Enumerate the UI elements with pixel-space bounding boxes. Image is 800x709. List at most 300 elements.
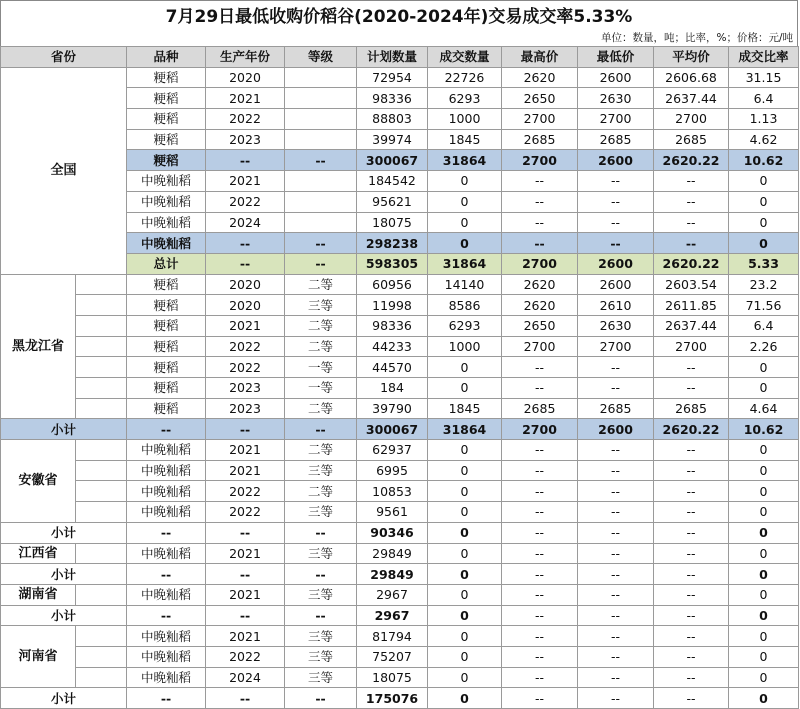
- table-cell: 二等: [285, 398, 357, 419]
- table-cell: --: [654, 688, 729, 709]
- table-cell: 2700: [502, 109, 578, 130]
- table-cell: 一等: [285, 378, 357, 399]
- data-table: [0, 46, 799, 709]
- table-cell: 0: [428, 378, 502, 399]
- table-cell: 0: [428, 171, 502, 192]
- table-cell: 0: [729, 584, 799, 605]
- table-cell: 0: [729, 233, 799, 254]
- spacer-cell: [76, 274, 127, 295]
- table-cell: 598305: [357, 253, 428, 274]
- table-cell: 10.62: [729, 419, 799, 440]
- table-cell: --: [578, 502, 654, 523]
- table-cell: [285, 212, 357, 233]
- table-row: [1, 646, 799, 667]
- table-cell: 2620.22: [654, 253, 729, 274]
- table-cell: 71.56: [729, 295, 799, 316]
- table-cell: 2021: [206, 315, 285, 336]
- table-cell: 中晚籼稻: [127, 440, 206, 461]
- table-cell: 4.64: [729, 398, 799, 419]
- header-cell: 平均价: [654, 47, 729, 68]
- table-cell: 300067: [357, 150, 428, 171]
- table-row: [1, 274, 799, 295]
- table-row: [1, 336, 799, 357]
- table-cell: 中晚籼稻: [127, 460, 206, 481]
- table-cell: 2700: [654, 336, 729, 357]
- table-row: [1, 502, 799, 523]
- table-cell: --: [502, 212, 578, 233]
- header-cell: 成交数量: [428, 47, 502, 68]
- table-cell: 2600: [578, 419, 654, 440]
- spacer-cell: [76, 378, 127, 399]
- table-cell: --: [578, 171, 654, 192]
- table-cell: 中晚籼稻: [127, 502, 206, 523]
- table-cell: 0: [729, 502, 799, 523]
- table-cell: --: [578, 440, 654, 461]
- header-cell: 省份: [1, 47, 127, 68]
- table-cell: 6995: [357, 460, 428, 481]
- table-cell: [285, 129, 357, 150]
- table-cell: 中晚籼稻: [127, 481, 206, 502]
- table-cell: 二等: [285, 274, 357, 295]
- table-cell: --: [206, 419, 285, 440]
- table-cell: --: [654, 357, 729, 378]
- subtotal-label: 小计: [1, 688, 127, 709]
- table-cell: 10853: [357, 481, 428, 502]
- header-cell: 最高价: [502, 47, 578, 68]
- table-cell: 2685: [654, 129, 729, 150]
- table-cell: 2022: [206, 109, 285, 130]
- table-cell: 2700: [502, 419, 578, 440]
- table-cell: 0: [428, 564, 502, 585]
- table-cell: --: [654, 502, 729, 523]
- table-row: [1, 667, 799, 688]
- spacer-cell: [76, 626, 127, 647]
- table-cell: 2024: [206, 667, 285, 688]
- table-cell: --: [502, 667, 578, 688]
- table-row: [1, 67, 799, 88]
- spacer-cell: [76, 667, 127, 688]
- province-cell: 江西省: [1, 543, 76, 564]
- subtotal-label: 小计: [1, 605, 127, 626]
- table-cell: 5.33: [729, 253, 799, 274]
- table-cell: --: [654, 605, 729, 626]
- table-cell: 1845: [428, 129, 502, 150]
- table-cell: 0: [428, 212, 502, 233]
- table-cell: --: [502, 564, 578, 585]
- table-cell: 298238: [357, 233, 428, 254]
- table-cell: --: [578, 233, 654, 254]
- table-cell: --: [502, 502, 578, 523]
- table-cell: 90346: [357, 522, 428, 543]
- table-cell: --: [502, 522, 578, 543]
- table-cell: 2022: [206, 646, 285, 667]
- table-cell: 98336: [357, 88, 428, 109]
- table-cell: 三等: [285, 584, 357, 605]
- table-cell: 88803: [357, 109, 428, 130]
- table-cell: 2023: [206, 129, 285, 150]
- table-cell: 三等: [285, 460, 357, 481]
- table-cell: 2023: [206, 378, 285, 399]
- table-cell: 三等: [285, 646, 357, 667]
- table-cell: 2603.54: [654, 274, 729, 295]
- table-cell: 98336: [357, 315, 428, 336]
- table-cell: --: [206, 150, 285, 171]
- table-cell: 2021: [206, 460, 285, 481]
- table-cell: 2967: [357, 605, 428, 626]
- table-cell: --: [578, 564, 654, 585]
- table-cell: 1000: [428, 336, 502, 357]
- table-cell: 0: [729, 543, 799, 564]
- table-cell: 0: [729, 440, 799, 461]
- table-cell: 31864: [428, 150, 502, 171]
- table-cell: 6.4: [729, 315, 799, 336]
- table-cell: 2600: [578, 253, 654, 274]
- table-cell: --: [285, 150, 357, 171]
- table-cell: 2620.22: [654, 419, 729, 440]
- table-cell: 6293: [428, 88, 502, 109]
- table-cell: 2021: [206, 626, 285, 647]
- table-cell: 0: [729, 626, 799, 647]
- table-cell: 44570: [357, 357, 428, 378]
- table-cell: 29849: [357, 543, 428, 564]
- spacer-cell: [76, 502, 127, 523]
- province-cell: 湖南省: [1, 584, 76, 605]
- table-cell: 0: [428, 626, 502, 647]
- table-cell: --: [206, 564, 285, 585]
- table-cell: 2022: [206, 191, 285, 212]
- table-cell: 0: [428, 605, 502, 626]
- table-cell: [285, 171, 357, 192]
- header-cell: 品种: [127, 47, 206, 68]
- header-cell: 等级: [285, 47, 357, 68]
- table-row: [1, 440, 799, 461]
- subtotal-label: 小计: [1, 522, 127, 543]
- subtotal-row: [1, 605, 799, 626]
- table-cell: 粳稻: [127, 378, 206, 399]
- subtotal-row: [1, 688, 799, 709]
- table-cell: 0: [428, 460, 502, 481]
- table-cell: --: [285, 522, 357, 543]
- table-cell: 2611.85: [654, 295, 729, 316]
- table-cell: 2020: [206, 67, 285, 88]
- table-cell: --: [502, 605, 578, 626]
- table-cell: 2600: [578, 150, 654, 171]
- table-cell: --: [127, 419, 206, 440]
- table-cell: 14140: [428, 274, 502, 295]
- spacer-cell: [76, 295, 127, 316]
- spacer-cell: [76, 336, 127, 357]
- table-cell: 184: [357, 378, 428, 399]
- table-cell: 72954: [357, 67, 428, 88]
- table-cell: 1000: [428, 109, 502, 130]
- table-cell: 粳稻: [127, 67, 206, 88]
- header-cell: 成交比率: [729, 47, 799, 68]
- table-cell: 2650: [502, 315, 578, 336]
- table-cell: 8586: [428, 295, 502, 316]
- spacer-cell: [76, 646, 127, 667]
- province-cell: 河南省: [1, 626, 76, 688]
- table-cell: 三等: [285, 667, 357, 688]
- table-cell: 2022: [206, 481, 285, 502]
- table-cell: 中晚籼稻: [127, 171, 206, 192]
- table-cell: 三等: [285, 502, 357, 523]
- table-cell: 2620: [502, 67, 578, 88]
- table-cell: --: [654, 543, 729, 564]
- table-cell: 175076: [357, 688, 428, 709]
- table-cell: 31864: [428, 253, 502, 274]
- table-cell: 75207: [357, 646, 428, 667]
- table-cell: 中晚籼稻: [127, 543, 206, 564]
- table-cell: 粳稻: [127, 129, 206, 150]
- table-cell: --: [206, 253, 285, 274]
- table-cell: 粳稻: [127, 315, 206, 336]
- table-cell: 10.62: [729, 150, 799, 171]
- table-cell: 0: [428, 584, 502, 605]
- table-cell: 0: [729, 460, 799, 481]
- table-cell: 9561: [357, 502, 428, 523]
- table-cell: --: [285, 419, 357, 440]
- table-cell: 2630: [578, 88, 654, 109]
- table-cell: 2.26: [729, 336, 799, 357]
- table-cell: 18075: [357, 212, 428, 233]
- table-cell: 18075: [357, 667, 428, 688]
- table-cell: --: [654, 378, 729, 399]
- table-cell: 粳稻: [127, 336, 206, 357]
- subtotal-row: [1, 419, 799, 440]
- table-cell: 0: [729, 171, 799, 192]
- table-cell: 粳稻: [127, 88, 206, 109]
- table-cell: 0: [428, 233, 502, 254]
- table-cell: --: [578, 481, 654, 502]
- table-cell: 1845: [428, 398, 502, 419]
- spacer-cell: [76, 460, 127, 481]
- table-cell: --: [285, 253, 357, 274]
- table-cell: 0: [428, 481, 502, 502]
- table-cell: 中晚籼稻: [127, 667, 206, 688]
- table-cell: 2700: [578, 109, 654, 130]
- table-cell: 0: [729, 605, 799, 626]
- table-cell: 中晚籼稻: [127, 191, 206, 212]
- table-cell: 0: [729, 564, 799, 585]
- table-cell: --: [654, 584, 729, 605]
- table-cell: 2021: [206, 440, 285, 461]
- table-cell: 6.4: [729, 88, 799, 109]
- table-row: [1, 378, 799, 399]
- table-cell: --: [502, 626, 578, 647]
- table-cell: 2630: [578, 315, 654, 336]
- table-cell: 184542: [357, 171, 428, 192]
- province-cell: 全国: [1, 67, 127, 274]
- subtotal-label: 小计: [1, 419, 127, 440]
- spacer-cell: [76, 315, 127, 336]
- table-cell: 二等: [285, 481, 357, 502]
- table-cell: --: [578, 626, 654, 647]
- table-cell: --: [502, 646, 578, 667]
- table-cell: --: [502, 481, 578, 502]
- table-cell: 2021: [206, 543, 285, 564]
- table-cell: 0: [729, 191, 799, 212]
- table-cell: --: [206, 605, 285, 626]
- header-cell: 生产年份: [206, 47, 285, 68]
- table-cell: 81794: [357, 626, 428, 647]
- table-cell: 6293: [428, 315, 502, 336]
- table-cell: 39974: [357, 129, 428, 150]
- table-cell: 中晚籼稻: [127, 233, 206, 254]
- spacer-cell: [76, 481, 127, 502]
- table-cell: 2021: [206, 584, 285, 605]
- table-row: [1, 543, 799, 564]
- table-cell: 2023: [206, 398, 285, 419]
- table-cell: --: [578, 460, 654, 481]
- table-cell: --: [206, 233, 285, 254]
- table-cell: 中晚籼稻: [127, 584, 206, 605]
- table-cell: 31.15: [729, 67, 799, 88]
- table-row: [1, 295, 799, 316]
- table-cell: 粳稻: [127, 109, 206, 130]
- table-cell: 2685: [502, 129, 578, 150]
- table-cell: 2606.68: [654, 67, 729, 88]
- table-cell: --: [502, 543, 578, 564]
- table-cell: 0: [428, 522, 502, 543]
- table-row: [1, 460, 799, 481]
- table-row: [1, 357, 799, 378]
- table-cell: 粳稻: [127, 357, 206, 378]
- header-row: [1, 47, 799, 68]
- table-cell: 2967: [357, 584, 428, 605]
- table-cell: --: [654, 481, 729, 502]
- table-cell: 0: [428, 357, 502, 378]
- subtotal-row: [1, 564, 799, 585]
- table-cell: 2700: [502, 253, 578, 274]
- table-cell: 300067: [357, 419, 428, 440]
- table-cell: --: [654, 212, 729, 233]
- table-cell: 2600: [578, 274, 654, 295]
- table-cell: --: [578, 378, 654, 399]
- header-cell: 最低价: [578, 47, 654, 68]
- table-cell: 0: [729, 378, 799, 399]
- table-cell: --: [285, 605, 357, 626]
- table-cell: 三等: [285, 626, 357, 647]
- table-cell: 0: [428, 688, 502, 709]
- table-cell: 二等: [285, 336, 357, 357]
- table-cell: 4.62: [729, 129, 799, 150]
- table-cell: 2020: [206, 295, 285, 316]
- table-cell: 62937: [357, 440, 428, 461]
- table-cell: --: [206, 688, 285, 709]
- table-cell: --: [502, 233, 578, 254]
- unit-note: 单位：数量，吨；比率，%；价格：元/吨: [0, 28, 798, 46]
- table-cell: --: [206, 522, 285, 543]
- table-cell: 0: [428, 440, 502, 461]
- table-cell: [285, 109, 357, 130]
- table-cell: 2610: [578, 295, 654, 316]
- table-cell: 中晚籼稻: [127, 212, 206, 233]
- table-row: [1, 584, 799, 605]
- spacer-cell: [76, 584, 127, 605]
- spacer-cell: [76, 440, 127, 461]
- table-cell: --: [654, 522, 729, 543]
- table-cell: --: [127, 522, 206, 543]
- table-cell: 2021: [206, 88, 285, 109]
- table-cell: 2700: [502, 150, 578, 171]
- table-cell: 二等: [285, 440, 357, 461]
- table-cell: --: [127, 564, 206, 585]
- table-cell: 2700: [654, 109, 729, 130]
- table-cell: 2685: [578, 398, 654, 419]
- table-cell: 0: [729, 667, 799, 688]
- table-cell: 0: [428, 543, 502, 564]
- table-cell: 44233: [357, 336, 428, 357]
- table-cell: 0: [428, 502, 502, 523]
- table-cell: --: [654, 171, 729, 192]
- table-cell: --: [502, 171, 578, 192]
- table-cell: 2600: [578, 67, 654, 88]
- table-cell: 11998: [357, 295, 428, 316]
- table-cell: 2020: [206, 274, 285, 295]
- table-cell: 二等: [285, 315, 357, 336]
- table-cell: --: [578, 667, 654, 688]
- table-cell: 中晚籼稻: [127, 646, 206, 667]
- table-cell: 2022: [206, 357, 285, 378]
- table-cell: --: [285, 564, 357, 585]
- header-cell: 计划数量: [357, 47, 428, 68]
- table-row: [1, 315, 799, 336]
- table-cell: --: [578, 543, 654, 564]
- table-cell: --: [578, 584, 654, 605]
- table-cell: 0: [729, 522, 799, 543]
- province-cell: 黑龙江省: [1, 274, 76, 419]
- table-cell: --: [578, 522, 654, 543]
- table-cell: 2685: [654, 398, 729, 419]
- table-cell: 1.13: [729, 109, 799, 130]
- table-cell: 0: [729, 688, 799, 709]
- table-cell: 95621: [357, 191, 428, 212]
- table-cell: 22726: [428, 67, 502, 88]
- table-cell: [285, 88, 357, 109]
- table-cell: --: [654, 646, 729, 667]
- table-cell: --: [127, 688, 206, 709]
- table-cell: --: [502, 688, 578, 709]
- table-cell: 0: [428, 191, 502, 212]
- table-cell: --: [502, 378, 578, 399]
- table-row: [1, 398, 799, 419]
- table-cell: 2685: [578, 129, 654, 150]
- table-cell: --: [502, 460, 578, 481]
- table-cell: 粳稻: [127, 150, 206, 171]
- table-cell: --: [654, 440, 729, 461]
- table-cell: 三等: [285, 295, 357, 316]
- table-title: 7月29日最低收购价稻谷(2020-2024年)交易成交率5.33%: [0, 0, 798, 28]
- table-cell: 2637.44: [654, 88, 729, 109]
- table-cell: 2650: [502, 88, 578, 109]
- table-cell: 三等: [285, 543, 357, 564]
- table-cell: --: [654, 460, 729, 481]
- table-cell: --: [578, 357, 654, 378]
- table-cell: 2620: [502, 274, 578, 295]
- table-cell: 0: [428, 667, 502, 688]
- table-cell: 2024: [206, 212, 285, 233]
- table-cell: 粳稻: [127, 398, 206, 419]
- province-cell: 安徽省: [1, 440, 76, 523]
- table-cell: --: [578, 212, 654, 233]
- table-cell: --: [502, 357, 578, 378]
- table-cell: --: [578, 191, 654, 212]
- table-cell: --: [578, 605, 654, 626]
- table-cell: 2685: [502, 398, 578, 419]
- table-cell: --: [654, 191, 729, 212]
- table-cell: 0: [729, 481, 799, 502]
- table-row: [1, 481, 799, 502]
